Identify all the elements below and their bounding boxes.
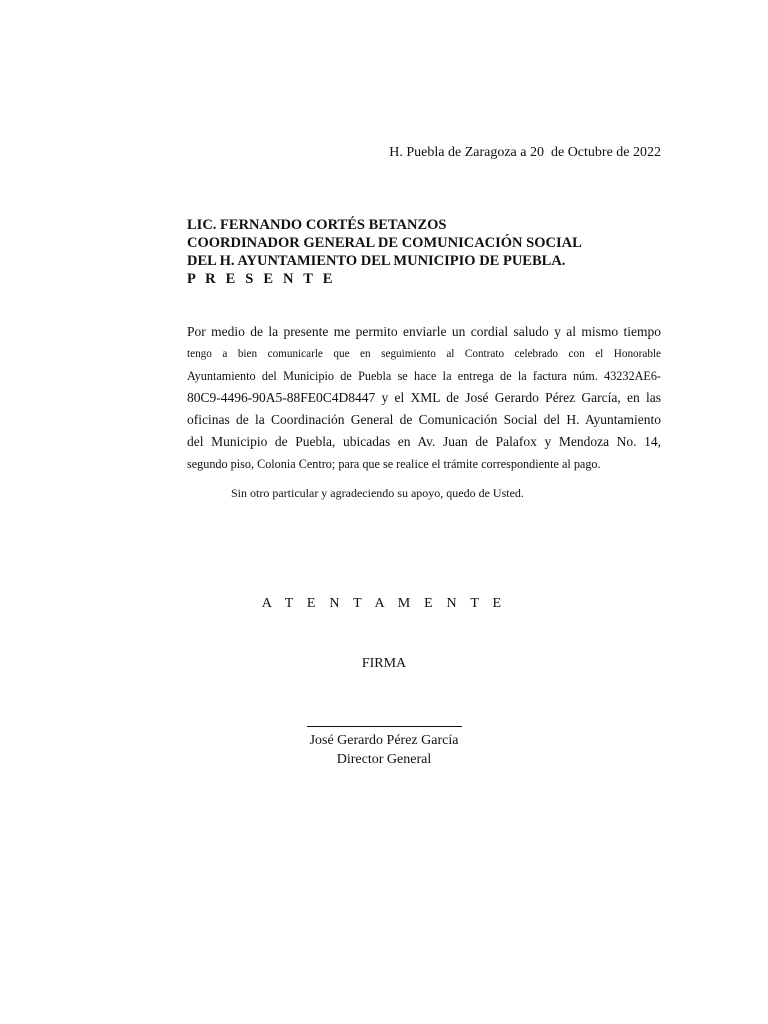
body-line: 80C9-4496-90A5-88FE0C4D8447 y el XML de José Gerardo Pérez García, en las (187, 390, 661, 405)
recipient-institution: DEL H. AYUNTAMIENTO DEL MUNICIPIO DE PUEBLA. (187, 253, 566, 269)
signer-title: Director General (336, 752, 432, 767)
signer-name: José Gerardo Pérez García (309, 733, 459, 748)
body-line: Por medio de la presente me permito enviarle un cordial saludo y al mismo tiempo (187, 324, 661, 339)
signature-line (307, 726, 462, 727)
recipient-name: LIC. FERNANDO CORTÉS BETANZOS (187, 217, 447, 233)
signer-block (0, 731, 768, 769)
closing-remark: Sin otro particular y agradeciendo su apoyo, quedo de Usted. (231, 486, 524, 500)
recipient-position: COORDINADOR GENERAL DE COMUNICACIÓN SOCIAL (187, 235, 582, 251)
recipient-block (187, 216, 582, 288)
body-line: Ayuntamiento del Municipio de Puebla se hace la entrega de la factura núm. 43232AE6- (187, 369, 661, 383)
body-paragraph (187, 321, 661, 475)
body-line: oficinas de la Coordinación General de Comunicación Social del H. Ayuntamiento (187, 412, 661, 427)
date-line: H. Puebla de Zaragoza a 20 de Octubre de 2022 (389, 145, 661, 160)
signature-placeholder: FIRMA (361, 656, 407, 671)
body-line: del Municipio de Puebla, ubicadas en Av. Juan de Palafox y Mendoza No. 14, (187, 434, 661, 449)
valediction: A T E N T A M E N T E (261, 596, 507, 611)
body-line: tengo a bien comunicarle que en seguimiento al Contrato celebrado con el Honorable (187, 348, 661, 360)
salutation: P R E S E N T E (187, 271, 336, 287)
body-line: segundo piso, Colonia Centro; para que se realice el trámite correspondiente al pago. (187, 457, 601, 471)
